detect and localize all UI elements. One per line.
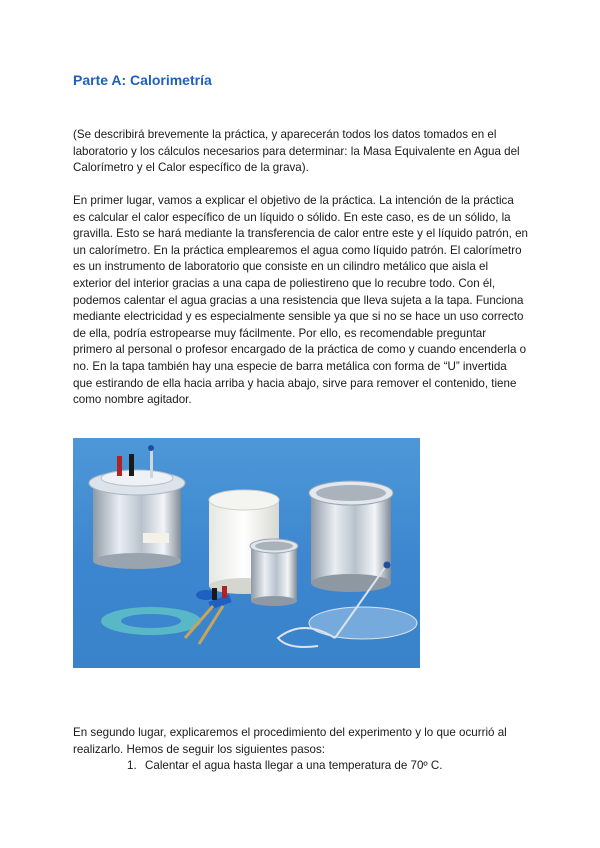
section-title: Parte A: Calorimetría	[73, 72, 212, 88]
calorimeter-vessel	[89, 445, 185, 569]
procedure-paragraph: En segundo lugar, explicaremos el procedimiento del experimento y lo que ocurrió al realizarlo. Hemos de seguir los siguientes pasos:	[73, 726, 507, 756]
rubber-ring	[101, 590, 216, 635]
objective-paragraph: En primer lugar, vamos a explicar el objetivo de la práctica. La intención de la práctica es calcular el calor específico de un líquido o sólido. En este caso, es de un sólido, la gravilla. Esto se hará mediante la transferencia de calor entre este y el líquido patrón, en un calorímetro. En la práctica emplearemos el agua como líquido patrón. El calorímetro es un instrumento de laboratorio que consiste en un cilindro metálico que aisla el exterior del interior gracias a una capa de poliestireno que lo recubre todo. Con él, podemos calentar el agua gracias a una resistencia que lleva sujeta a la tapa. Funciona mediante electricidad y es especialmente sensible ya que si no se hace un uso correcto de ella, podría estropearse muy fácilmente. Por ello, es recomendable preguntar primero al personal o profesor encargado de la práctica de como y cuando encenderla o no. En la tapa también hay una especie de barra metálica con forma de “U” invertida que estirando de ella hacia arriba y hacia abajo, sirve para remover el contenido, tiene como nombre agitador.	[73, 194, 528, 407]
calorimeter-photo	[73, 438, 420, 668]
calorimeter-illustration	[73, 438, 420, 668]
list-item	[73, 758, 528, 775]
step-number: 1.	[127, 759, 137, 772]
procedure-steps	[73, 758, 528, 775]
intro-paragraph: (Se describirá brevemente la práctica, y aparecerán todos los datos tomados en el laboratorio y los cálculos necesarios para determinar: la Masa Equivalente en Agua del Calorímetro y el Calor específico de la grava).	[73, 128, 520, 175]
inner-vessel	[250, 539, 298, 606]
step-text: Calentar el agua hasta llegar a una temperatura de 70º C.	[145, 759, 443, 772]
